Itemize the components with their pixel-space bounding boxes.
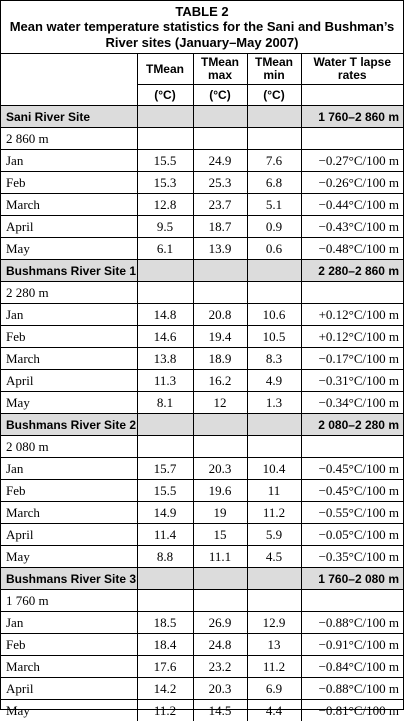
table-row <box>1 524 403 546</box>
elevation-blank-cell <box>247 590 301 612</box>
table-row <box>1 480 403 502</box>
unit-tmean: (°C) <box>137 85 193 106</box>
table-caption <box>1 1 403 54</box>
tmin-cell: 8.3 <box>247 348 301 370</box>
section-elevation-range: 1 760–2 860 m <box>301 106 403 128</box>
table-row <box>1 238 403 260</box>
tmax-cell: 19.4 <box>193 326 247 348</box>
section-blank-cell <box>247 568 301 590</box>
month-cell: Jan <box>1 458 137 480</box>
header-tmin-line1: TMean <box>255 55 293 69</box>
tmean-cell: 14.6 <box>137 326 193 348</box>
lapse-rate-cell: −0.45°C/100 m <box>301 458 403 480</box>
elevation-blank-cell <box>301 436 403 458</box>
section-site-name: Bushmans River Site 2 <box>1 414 137 436</box>
tmean-cell: 8.1 <box>137 392 193 414</box>
table-row <box>1 634 403 656</box>
elevation-blank-cell <box>137 436 193 458</box>
table-row <box>1 304 403 326</box>
tmin-cell: 11 <box>247 480 301 502</box>
lapse-rate-cell: −0.88°C/100 m <box>301 678 403 700</box>
lapse-rate-cell: −0.17°C/100 m <box>301 348 403 370</box>
header-tmax-line2: max <box>208 68 232 82</box>
section-header-row <box>1 414 403 436</box>
lapse-rate-cell: +0.12°C/100 m <box>301 304 403 326</box>
month-cell: Feb <box>1 480 137 502</box>
section-blank-cell <box>137 414 193 436</box>
section-elevation-range: 1 760–2 080 m <box>301 568 403 590</box>
tmean-cell: 11.4 <box>137 524 193 546</box>
section-blank-cell <box>137 260 193 282</box>
lapse-rate-cell: −0.55°C/100 m <box>301 502 403 524</box>
tmean-cell: 11.3 <box>137 370 193 392</box>
tmax-cell: 16.2 <box>193 370 247 392</box>
header-tmean-label: TMean <box>146 62 184 76</box>
tmax-cell: 11.1 <box>193 546 247 568</box>
elevation-blank-cell <box>193 590 247 612</box>
month-cell: March <box>1 656 137 678</box>
table-row <box>1 458 403 480</box>
month-cell: May <box>1 392 137 414</box>
unit-lapse-blank <box>301 85 403 106</box>
section-blank-cell <box>137 568 193 590</box>
month-cell: Feb <box>1 326 137 348</box>
month-cell: April <box>1 370 137 392</box>
header-lapse-line2: rates <box>338 68 367 82</box>
table-row <box>1 392 403 414</box>
tmean-cell: 12.8 <box>137 194 193 216</box>
section-blank-cell <box>193 414 247 436</box>
elevation-blank-cell <box>193 436 247 458</box>
elevation-row <box>1 590 403 612</box>
unit-tmin: (°C) <box>247 85 301 106</box>
tmax-cell: 14.5 <box>193 700 247 721</box>
lapse-rate-cell: −0.91°C/100 m <box>301 634 403 656</box>
temperature-table <box>1 54 403 721</box>
header-blank-cell <box>1 54 137 106</box>
month-cell: Feb <box>1 172 137 194</box>
month-cell: Jan <box>1 612 137 634</box>
table-row <box>1 370 403 392</box>
tmean-cell: 15.7 <box>137 458 193 480</box>
tmean-cell: 18.4 <box>137 634 193 656</box>
tmin-cell: 10.6 <box>247 304 301 326</box>
table-row <box>1 656 403 678</box>
table-row <box>1 700 403 721</box>
tmax-cell: 20.3 <box>193 678 247 700</box>
table-row <box>1 216 403 238</box>
lapse-rate-cell: −0.35°C/100 m <box>301 546 403 568</box>
elevation-blank-cell <box>301 128 403 150</box>
tmin-cell: 4.9 <box>247 370 301 392</box>
section-blank-cell <box>193 260 247 282</box>
table-number: TABLE 2 <box>1 1 403 19</box>
tmax-cell: 23.2 <box>193 656 247 678</box>
table-row <box>1 678 403 700</box>
lapse-rate-cell: −0.81°C/100 m <box>301 700 403 721</box>
header-lapse-rate <box>301 54 403 85</box>
tmin-cell: 13 <box>247 634 301 656</box>
section-site-name: Sani River Site <box>1 106 137 128</box>
table-row <box>1 502 403 524</box>
tmin-cell: 4.4 <box>247 700 301 721</box>
elevation-blank-cell <box>301 282 403 304</box>
tmean-cell: 11.2 <box>137 700 193 721</box>
tmean-cell: 15.3 <box>137 172 193 194</box>
tmax-cell: 26.9 <box>193 612 247 634</box>
tmin-cell: 5.9 <box>247 524 301 546</box>
tmean-cell: 15.5 <box>137 480 193 502</box>
tmean-cell: 18.5 <box>137 612 193 634</box>
lapse-rate-cell: −0.34°C/100 m <box>301 392 403 414</box>
unit-tmax: (°C) <box>193 85 247 106</box>
elevation-blank-cell <box>193 282 247 304</box>
table-row <box>1 348 403 370</box>
month-cell: March <box>1 194 137 216</box>
month-cell: May <box>1 546 137 568</box>
tmin-cell: 6.8 <box>247 172 301 194</box>
month-cell: April <box>1 216 137 238</box>
section-site-name: Bushmans River Site 3 <box>1 568 137 590</box>
header-lapse-line1: Water T lapse <box>313 55 391 69</box>
elevation-blank-cell <box>247 282 301 304</box>
table-row <box>1 326 403 348</box>
table-row <box>1 546 403 568</box>
lapse-rate-cell: −0.26°C/100 m <box>301 172 403 194</box>
site-elevation: 2 080 m <box>1 436 137 458</box>
section-header-row <box>1 106 403 128</box>
elevation-blank-cell <box>137 590 193 612</box>
tmax-cell: 18.9 <box>193 348 247 370</box>
tmean-cell: 13.8 <box>137 348 193 370</box>
month-cell: Jan <box>1 304 137 326</box>
lapse-rate-cell: +0.12°C/100 m <box>301 326 403 348</box>
tmin-cell: 11.2 <box>247 502 301 524</box>
lapse-rate-cell: −0.48°C/100 m <box>301 238 403 260</box>
site-elevation: 1 760 m <box>1 590 137 612</box>
table-row <box>1 172 403 194</box>
section-blank-cell <box>247 260 301 282</box>
table-body <box>1 106 403 721</box>
tmax-cell: 20.3 <box>193 458 247 480</box>
section-header-row <box>1 568 403 590</box>
header-row <box>1 54 403 85</box>
header-tmean-max <box>193 54 247 85</box>
lapse-rate-cell: −0.44°C/100 m <box>301 194 403 216</box>
tmin-cell: 4.5 <box>247 546 301 568</box>
tmax-cell: 24.9 <box>193 150 247 172</box>
elevation-row <box>1 282 403 304</box>
tmax-cell: 19 <box>193 502 247 524</box>
header-tmax-line1: TMean <box>201 55 239 69</box>
table-row <box>1 150 403 172</box>
tmax-cell: 13.9 <box>193 238 247 260</box>
tmean-cell: 9.5 <box>137 216 193 238</box>
lapse-rate-cell: −0.88°C/100 m <box>301 612 403 634</box>
elevation-blank-cell <box>193 128 247 150</box>
elevation-blank-cell <box>247 128 301 150</box>
tmean-cell: 8.8 <box>137 546 193 568</box>
lapse-rate-cell: −0.31°C/100 m <box>301 370 403 392</box>
tmin-cell: 10.5 <box>247 326 301 348</box>
header-tmean-min <box>247 54 301 85</box>
section-elevation-range: 2 080–2 280 m <box>301 414 403 436</box>
header-tmin-line2: min <box>263 68 284 82</box>
month-cell: April <box>1 524 137 546</box>
section-blank-cell <box>247 106 301 128</box>
tmean-cell: 14.8 <box>137 304 193 326</box>
site-elevation: 2 860 m <box>1 128 137 150</box>
section-blank-cell <box>193 568 247 590</box>
table-row <box>1 194 403 216</box>
tmean-cell: 17.6 <box>137 656 193 678</box>
lapse-rate-cell: −0.05°C/100 m <box>301 524 403 546</box>
tmax-cell: 15 <box>193 524 247 546</box>
section-blank-cell <box>193 106 247 128</box>
month-cell: May <box>1 700 137 721</box>
month-cell: Jan <box>1 150 137 172</box>
lapse-rate-cell: −0.43°C/100 m <box>301 216 403 238</box>
site-elevation: 2 280 m <box>1 282 137 304</box>
month-cell: March <box>1 502 137 524</box>
tmax-cell: 20.8 <box>193 304 247 326</box>
tmean-cell: 15.5 <box>137 150 193 172</box>
month-cell: March <box>1 348 137 370</box>
table-title: Mean water temperature statistics for the Sani and Bushman’s River sites (January–May 2007) <box>1 19 403 51</box>
elevation-blank-cell <box>247 436 301 458</box>
tmax-cell: 25.3 <box>193 172 247 194</box>
section-header-row <box>1 260 403 282</box>
elevation-blank-cell <box>301 590 403 612</box>
tmin-cell: 7.6 <box>247 150 301 172</box>
section-elevation-range: 2 280–2 860 m <box>301 260 403 282</box>
section-site-name: Bushmans River Site 1 <box>1 260 137 282</box>
tmin-cell: 1.3 <box>247 392 301 414</box>
tmax-cell: 12 <box>193 392 247 414</box>
elevation-row <box>1 128 403 150</box>
tmean-cell: 14.9 <box>137 502 193 524</box>
tmin-cell: 5.1 <box>247 194 301 216</box>
header-tmean <box>137 54 193 85</box>
tmax-cell: 23.7 <box>193 194 247 216</box>
tmean-cell: 14.2 <box>137 678 193 700</box>
elevation-blank-cell <box>137 282 193 304</box>
tmin-cell: 6.9 <box>247 678 301 700</box>
month-cell: April <box>1 678 137 700</box>
tmin-cell: 12.9 <box>247 612 301 634</box>
lapse-rate-cell: −0.27°C/100 m <box>301 150 403 172</box>
tmin-cell: 0.9 <box>247 216 301 238</box>
lapse-rate-cell: −0.45°C/100 m <box>301 480 403 502</box>
tmin-cell: 10.4 <box>247 458 301 480</box>
tmax-cell: 18.7 <box>193 216 247 238</box>
section-blank-cell <box>137 106 193 128</box>
tmean-cell: 6.1 <box>137 238 193 260</box>
month-cell: Feb <box>1 634 137 656</box>
elevation-row <box>1 436 403 458</box>
elevation-blank-cell <box>137 128 193 150</box>
tmin-cell: 0.6 <box>247 238 301 260</box>
section-blank-cell <box>247 414 301 436</box>
lapse-rate-cell: −0.84°C/100 m <box>301 656 403 678</box>
table-row <box>1 612 403 634</box>
month-cell: May <box>1 238 137 260</box>
tmin-cell: 11.2 <box>247 656 301 678</box>
tmax-cell: 24.8 <box>193 634 247 656</box>
tmax-cell: 19.6 <box>193 480 247 502</box>
